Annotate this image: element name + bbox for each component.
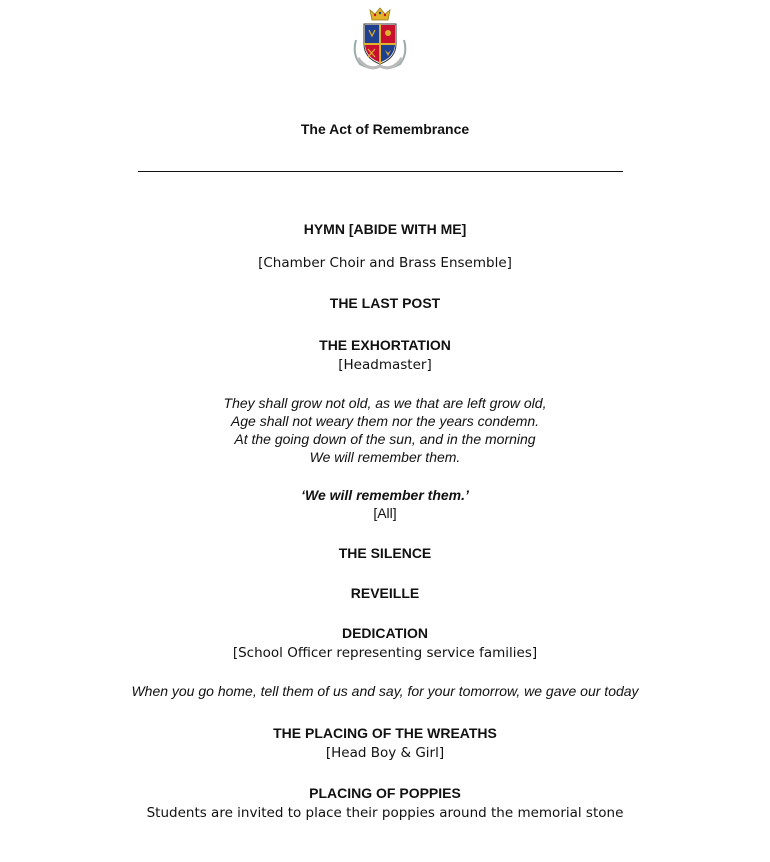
reveille-heading: REVEILLE bbox=[350, 585, 420, 601]
wreaths-note: [Head Boy & Girl] bbox=[325, 745, 445, 761]
exhortation-response-note: [All] bbox=[373, 505, 397, 521]
exhortation-heading: THE EXHORTATION bbox=[319, 337, 451, 353]
exhortation-verse-line-2: Age shall not weary them nor the years condemn. bbox=[230, 413, 540, 429]
title-underline-divider bbox=[138, 171, 623, 172]
hymn-note: [Chamber Choir and Brass Ensemble] bbox=[258, 255, 512, 271]
hymn-heading: HYMN [ABIDE WITH ME] bbox=[303, 221, 467, 237]
dedication-quote: When you go home, tell them of us and say, for your tomorrow, we gave our today bbox=[131, 683, 639, 699]
wreaths-heading: THE PLACING OF THE WREATHS bbox=[273, 725, 497, 741]
poppies-note: Students are invited to place their poppies around the memorial stone bbox=[146, 805, 624, 821]
exhortation-verse-line-1: They shall grow not old, as we that are left grow old, bbox=[223, 395, 547, 411]
last-post-heading: THE LAST POST bbox=[329, 295, 441, 311]
exhortation-verse-line-4: We will remember them. bbox=[309, 449, 461, 465]
poppies-heading: PLACING OF POPPIES bbox=[309, 785, 461, 801]
dedication-note: [School Officer representing service families] bbox=[232, 645, 538, 661]
school-crest-logo bbox=[350, 6, 410, 72]
exhortation-note: [Headmaster] bbox=[338, 357, 432, 373]
exhortation-verse-line-3: At the going down of the sun, and in the morning bbox=[234, 431, 536, 447]
exhortation-response: ‘We will remember them.’ bbox=[301, 487, 469, 503]
silence-heading: THE SILENCE bbox=[338, 545, 432, 561]
document-title: The Act of Remembrance bbox=[300, 121, 470, 137]
dedication-heading: DEDICATION bbox=[341, 625, 429, 641]
